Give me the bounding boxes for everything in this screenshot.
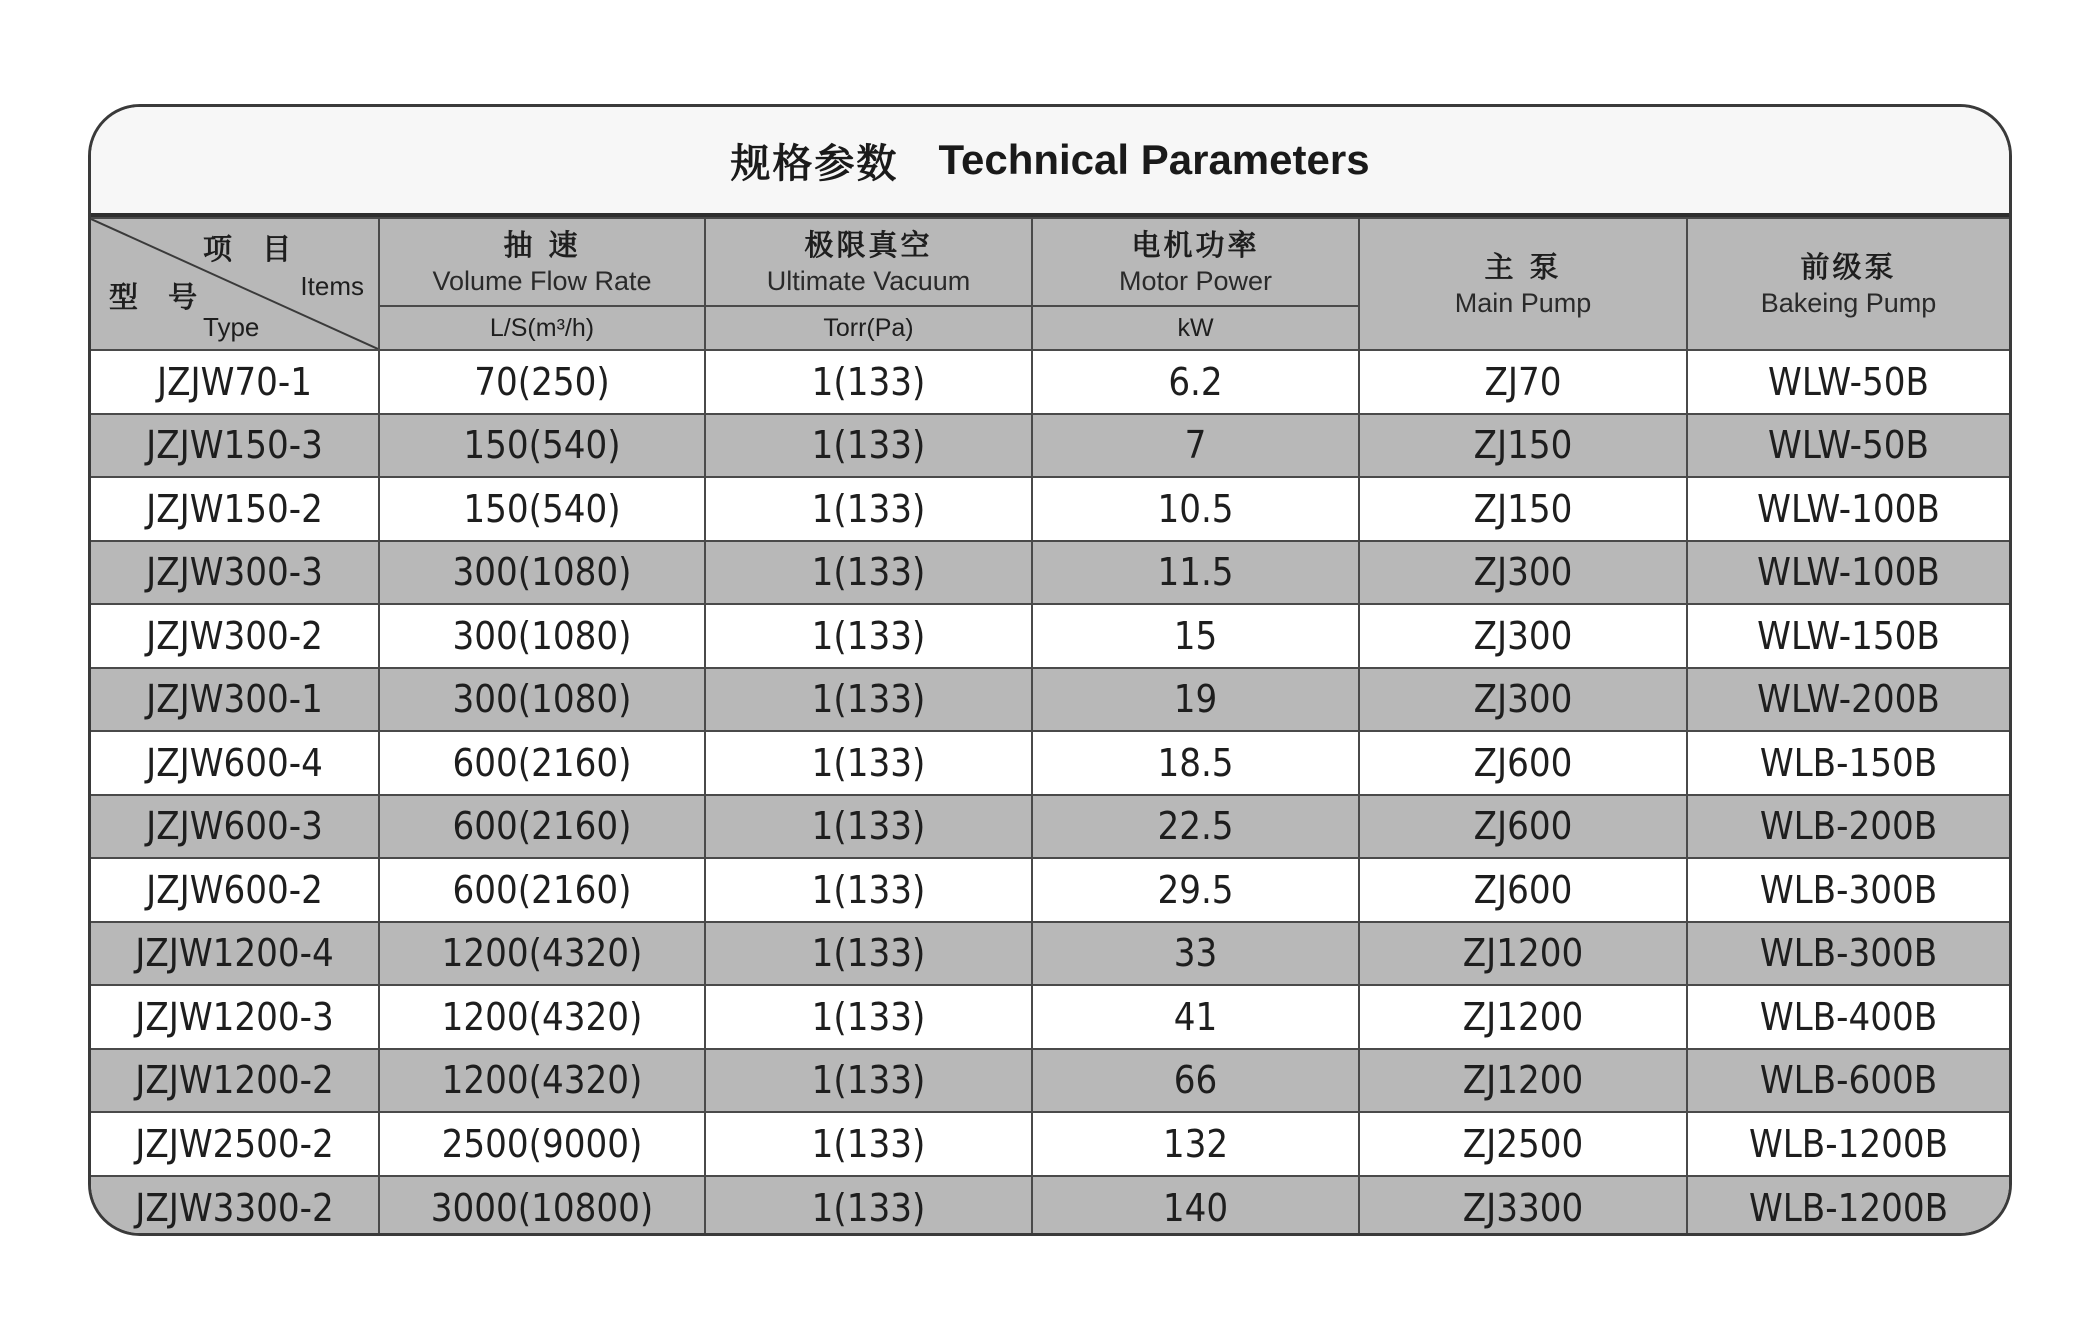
column-header-motor-power bbox=[1032, 218, 1359, 306]
model-cell: JZJW150-3 bbox=[91, 414, 379, 478]
ultimate-vacuum-cell: 1(133) bbox=[705, 1049, 1032, 1113]
main-pump-cell: ZJ1200 bbox=[1359, 985, 1687, 1049]
table-row bbox=[91, 477, 2009, 541]
bakeing-pump-cell: WLW-150B bbox=[1687, 604, 2009, 668]
main-pump-cell: ZJ150 bbox=[1359, 414, 1687, 478]
model-cell: JZJW300-3 bbox=[91, 541, 379, 605]
bakeing-pump-cell: WLB-400B bbox=[1687, 985, 2009, 1049]
motor-power-cell: 140 bbox=[1032, 1176, 1359, 1237]
model-cell: JZJW300-1 bbox=[91, 668, 379, 732]
parameters-table bbox=[91, 217, 2009, 1236]
bakeing-pump-cell: WLW-50B bbox=[1687, 350, 2009, 414]
ultimate-vacuum-cell: 1(133) bbox=[705, 1176, 1032, 1237]
flow-rate-cell: 600(2160) bbox=[379, 795, 705, 859]
table-row bbox=[91, 604, 2009, 668]
motor-power-cell: 132 bbox=[1032, 1112, 1359, 1176]
flow-rate-cell: 600(2160) bbox=[379, 731, 705, 795]
motor-power-cell: 11.5 bbox=[1032, 541, 1359, 605]
main-pump-cell: ZJ1200 bbox=[1359, 922, 1687, 986]
motor-power-cell: 66 bbox=[1032, 1049, 1359, 1113]
ultimate-vacuum-cell: 1(133) bbox=[705, 922, 1032, 986]
table-header bbox=[91, 218, 2009, 350]
motor-power-cell: 41 bbox=[1032, 985, 1359, 1049]
bakeing-pump-cell: WLB-150B bbox=[1687, 731, 2009, 795]
corner-header-cell bbox=[91, 218, 379, 350]
table-row bbox=[91, 795, 2009, 859]
table-row bbox=[91, 1049, 2009, 1113]
header-label-en: Motor Power bbox=[1118, 266, 1273, 296]
main-pump-cell: ZJ3300 bbox=[1359, 1176, 1687, 1237]
model-cell: JZJW2500-2 bbox=[91, 1112, 379, 1176]
model-cell: JZJW1200-4 bbox=[91, 922, 379, 986]
header-label-cn: 电机功率 bbox=[1131, 228, 1260, 262]
motor-power-cell: 6.2 bbox=[1032, 350, 1359, 414]
flow-rate-cell: 150(540) bbox=[379, 414, 705, 478]
column-header-ultimate-vacuum bbox=[705, 218, 1032, 306]
model-cell: JZJW1200-3 bbox=[91, 985, 379, 1049]
ultimate-vacuum-cell: 1(133) bbox=[705, 731, 1032, 795]
main-pump-cell: ZJ70 bbox=[1359, 350, 1687, 414]
model-cell: JZJW150-2 bbox=[91, 477, 379, 541]
table-row bbox=[91, 414, 2009, 478]
bakeing-pump-cell: WLW-100B bbox=[1687, 541, 2009, 605]
main-pump-cell: ZJ600 bbox=[1359, 731, 1687, 795]
ultimate-vacuum-cell: 1(133) bbox=[705, 541, 1032, 605]
ultimate-vacuum-cell: 1(133) bbox=[705, 414, 1032, 478]
unit-motor-power: kW bbox=[1032, 306, 1359, 350]
main-pump-cell: ZJ150 bbox=[1359, 477, 1687, 541]
bakeing-pump-cell: WLB-300B bbox=[1687, 922, 2009, 986]
header-label-cn: 主 泵 bbox=[1484, 250, 1562, 284]
flow-rate-cell: 3000(10800) bbox=[379, 1176, 705, 1237]
bakeing-pump-cell: WLB-1200B bbox=[1687, 1176, 2009, 1237]
corner-items-en: Items bbox=[300, 271, 364, 301]
header-label-en: Ultimate Vacuum bbox=[766, 266, 971, 296]
header-label-en: Bakeing Pump bbox=[1760, 288, 1937, 318]
motor-power-cell: 22.5 bbox=[1032, 795, 1359, 859]
bakeing-pump-cell: WLB-600B bbox=[1687, 1049, 2009, 1113]
motor-power-cell: 19 bbox=[1032, 668, 1359, 732]
motor-power-cell: 10.5 bbox=[1032, 477, 1359, 541]
motor-power-cell: 7 bbox=[1032, 414, 1359, 478]
column-header-bakeing-pump bbox=[1687, 218, 2009, 350]
table-body bbox=[91, 350, 2009, 1236]
bakeing-pump-cell: WLW-100B bbox=[1687, 477, 2009, 541]
ultimate-vacuum-cell: 1(133) bbox=[705, 350, 1032, 414]
corner-type-en: Type bbox=[203, 312, 260, 342]
ultimate-vacuum-cell: 1(133) bbox=[705, 1112, 1032, 1176]
ultimate-vacuum-cell: 1(133) bbox=[705, 604, 1032, 668]
corner-type-cn: 型 号 bbox=[109, 280, 208, 314]
flow-rate-cell: 600(2160) bbox=[379, 858, 705, 922]
main-pump-cell: ZJ1200 bbox=[1359, 1049, 1687, 1113]
table-row bbox=[91, 541, 2009, 605]
model-cell: JZJW70-1 bbox=[91, 350, 379, 414]
flow-rate-cell: 70(250) bbox=[379, 350, 705, 414]
title-english: Technical Parameters bbox=[938, 136, 1370, 183]
table-row bbox=[91, 731, 2009, 795]
table-row bbox=[91, 668, 2009, 732]
main-pump-cell: ZJ600 bbox=[1359, 858, 1687, 922]
unit-ultimate-vacuum: Torr(Pa) bbox=[705, 306, 1032, 350]
model-cell: JZJW600-3 bbox=[91, 795, 379, 859]
flow-rate-cell: 300(1080) bbox=[379, 668, 705, 732]
flow-rate-cell: 150(540) bbox=[379, 477, 705, 541]
bakeing-pump-cell: WLB-1200B bbox=[1687, 1112, 2009, 1176]
ultimate-vacuum-cell: 1(133) bbox=[705, 795, 1032, 859]
flow-rate-cell: 1200(4320) bbox=[379, 1049, 705, 1113]
flow-rate-cell: 300(1080) bbox=[379, 604, 705, 668]
ultimate-vacuum-cell: 1(133) bbox=[705, 985, 1032, 1049]
header-label-cn: 抽 速 bbox=[503, 228, 581, 262]
column-header-main-pump bbox=[1359, 218, 1687, 350]
ultimate-vacuum-cell: 1(133) bbox=[705, 477, 1032, 541]
model-cell: JZJW600-2 bbox=[91, 858, 379, 922]
flow-rate-cell: 2500(9000) bbox=[379, 1112, 705, 1176]
main-pump-cell: ZJ2500 bbox=[1359, 1112, 1687, 1176]
main-pump-cell: ZJ300 bbox=[1359, 541, 1687, 605]
model-cell: JZJW600-4 bbox=[91, 731, 379, 795]
table-row bbox=[91, 985, 2009, 1049]
flow-rate-cell: 1200(4320) bbox=[379, 922, 705, 986]
table-row bbox=[91, 350, 2009, 414]
title-bar bbox=[91, 107, 2009, 217]
bakeing-pump-cell: WLB-200B bbox=[1687, 795, 2009, 859]
motor-power-cell: 29.5 bbox=[1032, 858, 1359, 922]
unit-flow-rate: L/S(m³/h) bbox=[379, 306, 705, 350]
flow-rate-cell: 1200(4320) bbox=[379, 985, 705, 1049]
column-header-flow-rate bbox=[379, 218, 705, 306]
model-cell: JZJW3300-2 bbox=[91, 1176, 379, 1237]
ultimate-vacuum-cell: 1(133) bbox=[705, 858, 1032, 922]
motor-power-cell: 18.5 bbox=[1032, 731, 1359, 795]
motor-power-cell: 15 bbox=[1032, 604, 1359, 668]
header-label-cn: 极限真空 bbox=[804, 228, 933, 262]
corner-items-cn: 项 目 bbox=[203, 232, 302, 266]
table-row bbox=[91, 858, 2009, 922]
title-chinese: 规格参数 bbox=[730, 140, 899, 187]
ultimate-vacuum-cell: 1(133) bbox=[705, 668, 1032, 732]
header-label-en: Main Pump bbox=[1454, 288, 1592, 318]
header-label-cn: 前级泵 bbox=[1800, 250, 1897, 284]
header-label-en: Volume Flow Rate bbox=[432, 266, 652, 296]
table-row bbox=[91, 1112, 2009, 1176]
table-row bbox=[91, 1176, 2009, 1237]
bakeing-pump-cell: WLW-200B bbox=[1687, 668, 2009, 732]
bakeing-pump-cell: WLW-50B bbox=[1687, 414, 2009, 478]
bakeing-pump-cell: WLB-300B bbox=[1687, 858, 2009, 922]
main-pump-cell: ZJ600 bbox=[1359, 795, 1687, 859]
main-pump-cell: ZJ300 bbox=[1359, 668, 1687, 732]
main-pump-cell: ZJ300 bbox=[1359, 604, 1687, 668]
motor-power-cell: 33 bbox=[1032, 922, 1359, 986]
model-cell: JZJW300-2 bbox=[91, 604, 379, 668]
spec-sheet bbox=[88, 104, 2012, 1236]
table-row bbox=[91, 922, 2009, 986]
flow-rate-cell: 300(1080) bbox=[379, 541, 705, 605]
model-cell: JZJW1200-2 bbox=[91, 1049, 379, 1113]
